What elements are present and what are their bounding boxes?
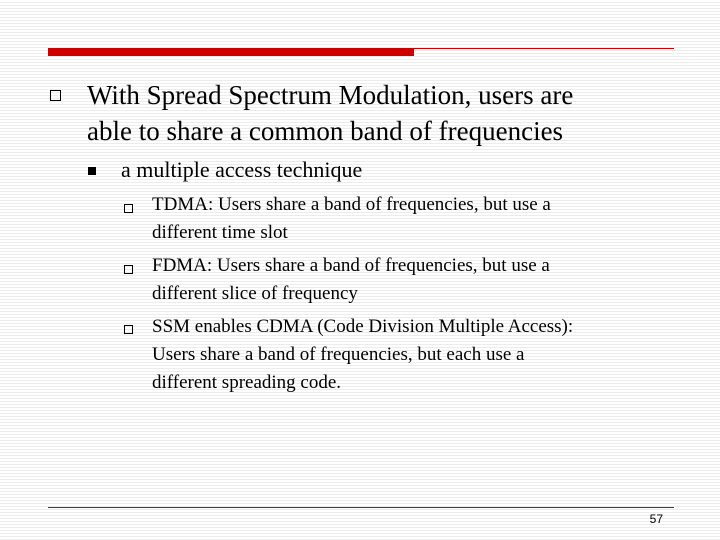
bullet-l3-2-line-1: FDMA: Users share a band of frequencies, but use a <box>152 255 550 276</box>
bullet-l3-3-line-1: SSM enables CDMA (Code Division Multiple Access): <box>152 316 574 337</box>
bullet-l1-line-2: able to share a common band of frequencies <box>87 116 564 146</box>
hollow-square-bullet-icon <box>50 90 61 101</box>
hollow-square-bullet-icon <box>124 325 133 334</box>
bullet-l3-1-line-2: different time slot <box>152 222 288 243</box>
bullet-l3-1-line-1: TDMA: Users share a band of frequencies, but use a <box>152 194 551 215</box>
hollow-square-bullet-icon <box>124 204 133 213</box>
footer-rule <box>48 507 674 508</box>
hollow-square-bullet-icon <box>124 265 133 274</box>
bullet-l3-3-line-2: Users share a band of frequencies, but each use a <box>152 344 525 365</box>
bullet-l3-2-line-2: different slice of frequency <box>152 283 358 304</box>
title-accent-bar <box>48 48 414 56</box>
solid-square-bullet-icon <box>88 167 96 175</box>
bullet-l2-text: a multiple access technique <box>121 157 363 182</box>
page-number: 57 <box>649 512 663 526</box>
bullet-l3-3-line-3: different spreading code. <box>152 372 342 393</box>
title-accent-rule <box>414 48 674 49</box>
bullet-l1-line-1: With Spread Spectrum Modulation, users are <box>87 80 574 110</box>
